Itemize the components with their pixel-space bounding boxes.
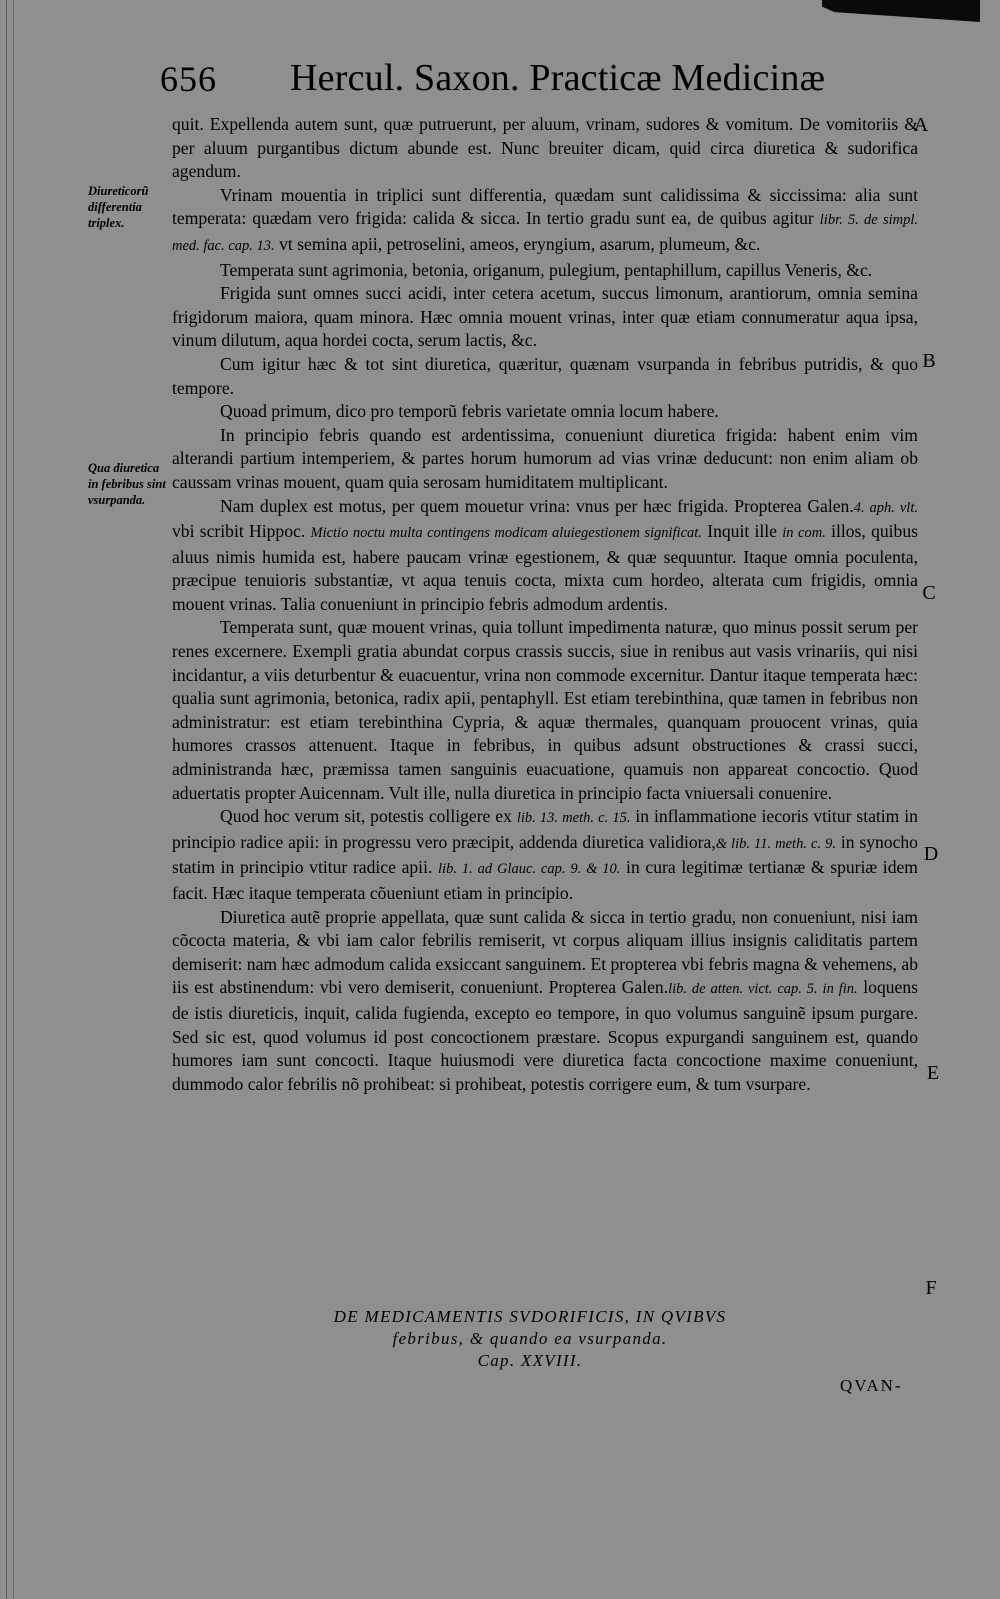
paragraph-text: In principio febris quando est ardentissima, conueniunt diuretica frigida: habent enim vim alterandi partium intemperiem, & partes horum humorum ad vias vrinæ deducunt: non enim aliam ob caussam vrinas mouent, quam quia serosam humiditatem multiplicant. [172, 424, 918, 492]
paragraph-text: Vrinam mouentia in triplici sunt differentia, quædam sunt calidissima & siccissima: alia sunt temperata: quædam vero frigida: calida & sicca. In tertio gradu sunt ea, de quibus agitur [172, 184, 918, 229]
page-number: 656 [160, 59, 217, 99]
paragraph-text: Frigida sunt omnes succi acidi, inter cetera acetum, succus limonum, arantiorum, omnia semina frigidorum maiora, quam minora. Hæc omnia mouent vrinas, inter quæ etiam connumeratur aqua ipsa, vinum dilutum, aqua hordei cocta, serum lactis, &c. [172, 283, 918, 351]
marginal-note: Diureticorũ differentia triplex. [88, 184, 149, 230]
paragraph-text: in inflammatione iecoris vtitur statim in principio radice apii: in progressu vero præcipit, addenda diuretica validiora, [172, 806, 918, 852]
side-letter: B [922, 350, 936, 372]
paragraph-text: in synocho statim in principio vtitur radice apii. [172, 831, 918, 878]
paragraph-text: vt semina apii, petroselini, ameos, eryngium, asarum, plumeum, &c. [274, 233, 761, 254]
scan-edge-mark [822, 0, 980, 22]
paragraph-text: vbi scribit Hippoc. [172, 521, 306, 542]
catchword: QVAN- [840, 1376, 903, 1395]
chapter-number: Cap. XXVIII. [477, 1351, 583, 1370]
paragraph [172, 184, 918, 259]
paragraph [172, 353, 918, 400]
paragraph [172, 805, 918, 905]
page-edge-line [6, 0, 7, 1599]
citation: 4. aph. vlt. [853, 499, 918, 516]
paragraph-text: Quoad primum, dico pro temporũ febris varietate omnia locum habere. [220, 401, 719, 422]
paragraph-text: Diuretica autẽ proprie appellata, quæ sunt calida & sicca in tertio gradu, non conueniunt, nisi iam cõcocta materia, & vbi iam calor febrilis remiserit, vt corpus aliquam illius insignis caliditatis partem demiserit: nam hæc admodum calida exsiccant sanguinem. Et propterea vbi febris magna & vehemens, ab iis est abstinendum: vbi vero demiserit, conueniunt. Propterea Galen. [172, 906, 918, 998]
paragraph [172, 113, 918, 184]
paragraph [172, 259, 918, 283]
chapter-title: DE MEDICAMENTIS SVDORIFICIS, IN QVIBVS [333, 1307, 727, 1326]
side-letter: D [923, 843, 939, 865]
paragraph [172, 495, 918, 617]
paragraph-text: Temperata sunt agrimonia, betonia, origanum, pulegium, pentaphillum, capillus Veneris, &c. [220, 259, 873, 280]
paragraph [172, 282, 918, 353]
paragraph [172, 400, 918, 424]
paragraph-text: quit. Expellenda autem sunt, quæ putruerunt, per aluum, vrinam, sudores & vomitum. De vomitoriis & per aluum purgantibus dictum abunde est. Nunc breuiter dicam, quid circa diuretica & sudorifica agendum. [172, 114, 918, 182]
citation: Mictio noctu multa contingens modicam aluiegestionem significat. [310, 525, 702, 542]
side-letter: C [922, 582, 936, 604]
citation: lib. 1. ad Glauc. cap. 9. & 10. [438, 861, 621, 878]
paragraph-text: Quod hoc verum sit, potestis colligere ex [220, 806, 512, 827]
paragraph [172, 616, 918, 805]
paragraph-text: Inquit ille [701, 521, 777, 542]
citation: lib. de atten. vict. cap. 5. in fin. [668, 981, 858, 998]
chapter-heading [200, 1306, 860, 1372]
citation: lib. 13. meth. c. 15. [516, 810, 631, 827]
paragraph-text: illos, quibus aluus nimis humida est, habere paucam vrinæ egestionem, & quæ sequuntur. Itaque omnia poculenta, præcipue tenuioris substantiæ, vt aqua tenuis cocta, mixta cum hordeo, alterata cum frigidis, omnia mouent vrinas. Talia conueniunt in principio febris admodum ardentis. [172, 521, 918, 614]
page-header [160, 58, 860, 110]
citation: & lib. 11. meth. c. 9. [715, 835, 836, 852]
paragraph-text: loquens de istis diureticis, inquit, calida fugienda, excepto eo tempore, in quo volumus sanguinẽ ipsum purgare. Sed sic est, quod volumus id post concoctionem præstare. Scopus expurgandi sanguinem est, quando humores iam sunt concocti. Itaque huiusmodi vere diuretica facta concoctione maxime conueniunt, dummodo calor febrilis nõ prohibeat: si prohibeat, potestis corrigere eum, & tum vsurpare. [172, 977, 918, 1094]
marginal-note: Qua diuretica in febribus sint vsurpanda. [88, 461, 166, 507]
paragraph-text: in cura legitimæ tertianæ & spuriæ idem facit. Hæc itaque temperata cõueniunt etiam in principio. [172, 857, 918, 903]
paragraph [172, 424, 918, 495]
citation: libr. 5. de simpl. med. fac. cap. 13. [172, 212, 919, 254]
side-letter: E [926, 1062, 940, 1084]
paragraph-text: Cum igitur hæc & tot sint diuretica, quæritur, quænam vsurpanda in febribus putridis, & quo tempore. [172, 353, 918, 398]
running-title: Hercul. Saxon. Practicæ Medicinæ [290, 57, 826, 99]
side-letter: F [925, 1277, 937, 1299]
page-edge-line [13, 0, 14, 1599]
body-text [172, 113, 918, 1096]
paragraph-text: Temperata sunt, quæ mouent vrinas, quia tollunt impedimenta naturæ, quo minus possit serum per renes excernere. Exempli gratia abundat corpus crassis succis, siue in renibus aut vasis vrinariis, qui nisi incidantur, a viis deturbentur & euacuentur, vrina non commode excernitur. Dantur itaque temperata hæc: qualia sunt agrimonia, betonica, radix apii, pentaphyll. Est etiam terebinthina, quæ tamen in febribus non administratur: est etiam terebinthina Cypria, & aquæ thermales, quanquam prouocent vrinas, quia humores crassos attenuent. Itaque in febribus, in quibus adsunt obstructiones & crassi succi, administranda hæc, præmissa tamen sanguinis euacuatione, quamuis non appareat concoctio. Quod aduertatis propter Auicennam. Vult ille, nulla diuretica in principio facta vniuersali conuenire. [172, 617, 918, 803]
side-letter: A [913, 114, 929, 136]
citation: in com. [782, 525, 826, 542]
chapter-subtitle: febribus, & quando ea vsurpanda. [392, 1329, 668, 1348]
paragraph [172, 906, 918, 1097]
paragraph-text: Nam duplex est motus, per quem mouetur vrina: vnus per hæc frigida. Propterea Galen. [220, 495, 854, 516]
